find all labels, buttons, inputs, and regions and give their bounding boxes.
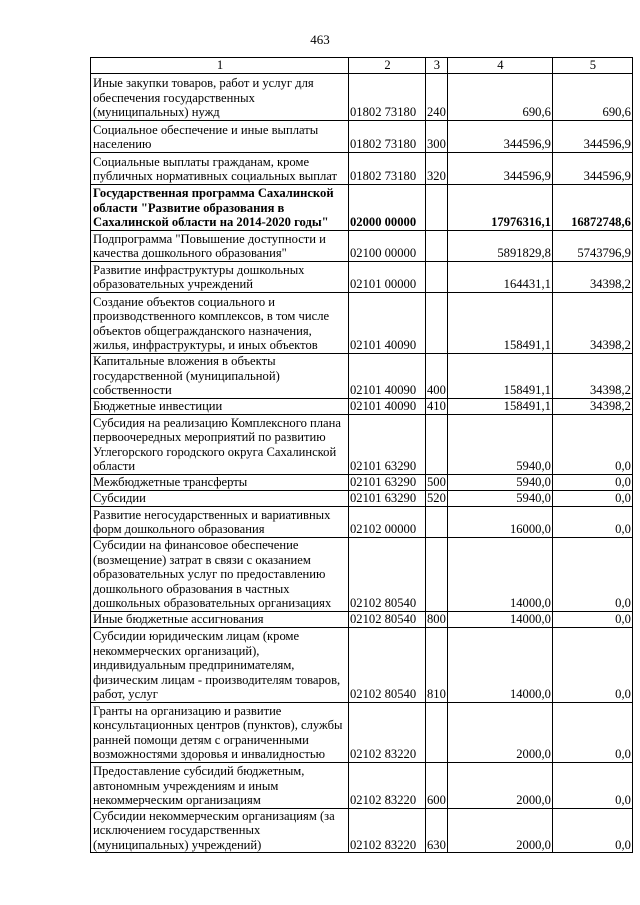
row-code: 02102 00000	[349, 506, 426, 537]
row-value-5: 0,0	[552, 506, 632, 537]
row-vr	[426, 292, 448, 353]
row-vr	[426, 506, 448, 537]
row-value-4: 14000,0	[447, 611, 552, 627]
row-name: Развитие негосударственных и вариативных форм дошкольного образования	[91, 506, 349, 537]
table-row	[91, 627, 633, 702]
row-value-5: 344596,9	[552, 152, 632, 184]
table-row	[91, 702, 633, 762]
row-value-5: 690,6	[552, 73, 632, 120]
row-name: Субсидии	[91, 490, 349, 506]
table-row	[91, 808, 633, 853]
row-name: Межбюджетные трансферты	[91, 474, 349, 490]
row-value-5: 0,0	[552, 808, 632, 853]
row-vr: 240	[426, 73, 448, 120]
table-row	[91, 73, 633, 120]
row-vr	[426, 414, 448, 474]
row-value-4: 5940,0	[447, 414, 552, 474]
row-value-4: 14000,0	[447, 537, 552, 611]
row-code: 02000 00000	[349, 184, 426, 230]
row-value-4: 2000,0	[447, 762, 552, 808]
row-value-5: 0,0	[552, 474, 632, 490]
row-name: Социальные выплаты гражданам, кроме публичных нормативных социальных выплат	[91, 152, 349, 184]
row-value-4: 344596,9	[447, 120, 552, 152]
row-vr: 810	[426, 627, 448, 702]
row-value-5: 5743796,9	[552, 230, 632, 261]
row-value-5: 344596,9	[552, 120, 632, 152]
row-code: 02102 80540	[349, 537, 426, 611]
header-col-4: 4	[447, 58, 552, 74]
row-value-5: 0,0	[552, 702, 632, 762]
row-vr: 500	[427, 475, 446, 489]
table-row	[91, 261, 633, 292]
row-vr: 630	[426, 808, 448, 853]
row-value-4: 5940,0	[447, 490, 552, 506]
row-name: Социальное обеспечение и иные выплаты населению	[91, 120, 349, 152]
row-value-4: 16000,0	[447, 506, 552, 537]
row-value-4: 690,6	[447, 73, 552, 120]
row-code: 02101 63290	[349, 490, 426, 506]
row-vr: 320	[426, 152, 448, 184]
row-name: Субсидии на финансовое обеспечение (возмещение) затрат в связи с оказанием образовательных услуг по предоставлению дошкольного образования в частных дошкольных образовательных организациях	[91, 537, 349, 611]
row-code: 02102 80540	[349, 611, 426, 627]
header-col-3: 3	[426, 58, 448, 74]
row-name: Гранты на организацию и развитие консультационных центров (пунктов), службы ранней помощи детям с ограниченными возможностями здоровья и инвалидностью	[91, 702, 349, 762]
row-value-4: 2000,0	[447, 808, 552, 853]
table-row	[91, 120, 633, 152]
row-name: Субсидия на реализацию Комплексного плана первоочередных мероприятий по развитию Углегорского городского округа Сахалинской области	[91, 414, 349, 474]
page-number: 463	[310, 32, 330, 47]
row-code: 02102 83220	[349, 702, 426, 762]
table-row	[91, 414, 633, 474]
row-code: 02102 80540	[349, 627, 426, 702]
row-name: Капитальные вложения в объекты государственной (муниципальной) собственности	[91, 353, 349, 398]
row-value-5: 34398,2	[552, 353, 632, 398]
table-row	[91, 474, 633, 490]
table-row	[91, 490, 633, 506]
row-name: Создание объектов социального и производственного комплексов, в том числе объектов общегражданского назначения, жилья, инфраструктуры, и иных объектов	[91, 292, 349, 353]
row-name: Развитие инфраструктуры дошкольных образовательных учреждений	[91, 261, 349, 292]
row-vr: 800	[427, 612, 446, 626]
header-col-5: 5	[552, 58, 632, 74]
row-vr: 520	[427, 491, 446, 505]
row-value-5: 0,0	[552, 537, 632, 611]
table-row	[91, 506, 633, 537]
budget-table	[90, 57, 633, 853]
row-code: 02102 83220	[349, 762, 426, 808]
row-name: Субсидии некоммерческим организациям (за исключением государственных (муниципальных) учреждений)	[91, 808, 349, 853]
row-value-5: 0,0	[552, 490, 632, 506]
row-vr	[426, 261, 448, 292]
row-value-4: 14000,0	[447, 627, 552, 702]
row-vr: 600	[426, 762, 448, 808]
row-name: Подпрограмма "Повышение доступности и качества дошкольного образования"	[91, 230, 349, 261]
table-row	[91, 398, 633, 414]
row-value-4: 164431,1	[447, 261, 552, 292]
row-name: Предоставление субсидий бюджетным, автономным учреждениям и иным некоммерческим организациям	[91, 762, 349, 808]
table-row	[91, 537, 633, 611]
row-value-4: 158491,1	[447, 353, 552, 398]
row-vr	[426, 702, 448, 762]
row-value-4: 5891829,8	[447, 230, 552, 261]
row-name: Субсидии юридическим лицам (кроме некоммерческих организаций), индивидуальным предпринимателям, физическим лицам - производителям товаров, работ, услуг	[91, 627, 349, 702]
row-value-4: 158491,1	[447, 292, 552, 353]
row-value-5: 0,0	[552, 762, 632, 808]
row-vr: 410	[427, 399, 446, 413]
table-row	[91, 611, 633, 627]
header-col-2: 2	[349, 58, 426, 74]
row-value-4: 344596,9	[447, 152, 552, 184]
row-name: Государственная программа Сахалинской области "Развитие образования в Сахалинской области на 2014-2020 годы"	[91, 184, 349, 230]
table-row	[91, 184, 633, 230]
row-code: 02102 83220	[349, 808, 426, 853]
row-value-5: 0,0	[552, 414, 632, 474]
row-code: 01802 73180	[349, 152, 426, 184]
row-code: 01802 73180	[349, 120, 426, 152]
row-vr: 400	[426, 353, 448, 398]
row-vr	[426, 230, 448, 261]
row-code: 02101 63290	[349, 414, 426, 474]
table-row	[91, 353, 633, 398]
row-value-5: 16872748,6	[552, 184, 632, 230]
row-vr: 300	[426, 120, 448, 152]
row-code: 02100 00000	[349, 230, 426, 261]
table-row	[91, 292, 633, 353]
row-value-5: 34398,2	[552, 292, 632, 353]
row-value-5: 0,0	[552, 627, 632, 702]
row-name: Бюджетные инвестиции	[91, 398, 349, 414]
row-name: Иные бюджетные ассигнования	[91, 611, 349, 627]
row-vr	[426, 537, 448, 611]
table-row	[91, 230, 633, 261]
row-code: 02101 40090	[349, 292, 426, 353]
row-code: 01802 73180	[349, 73, 426, 120]
row-value-5: 34398,2	[552, 398, 632, 414]
row-value-4: 5940,0	[447, 474, 552, 490]
row-value-4: 17976316,1	[447, 184, 552, 230]
header-row	[91, 58, 633, 74]
table-row	[91, 762, 633, 808]
header-col-1: 1	[91, 58, 349, 74]
row-name: Иные закупки товаров, работ и услуг для обеспечения государственных (муниципальных) нужд	[91, 73, 349, 120]
row-code: 02101 63290	[349, 474, 426, 490]
row-value-4: 158491,1	[447, 398, 552, 414]
row-value-5: 0,0	[552, 611, 632, 627]
row-value-5: 34398,2	[552, 261, 632, 292]
row-code: 02101 00000	[349, 261, 426, 292]
row-code: 02101 40090	[349, 353, 426, 398]
table-row	[91, 152, 633, 184]
row-vr	[426, 184, 448, 230]
row-code: 02101 40090	[349, 398, 426, 414]
row-value-4: 2000,0	[447, 702, 552, 762]
